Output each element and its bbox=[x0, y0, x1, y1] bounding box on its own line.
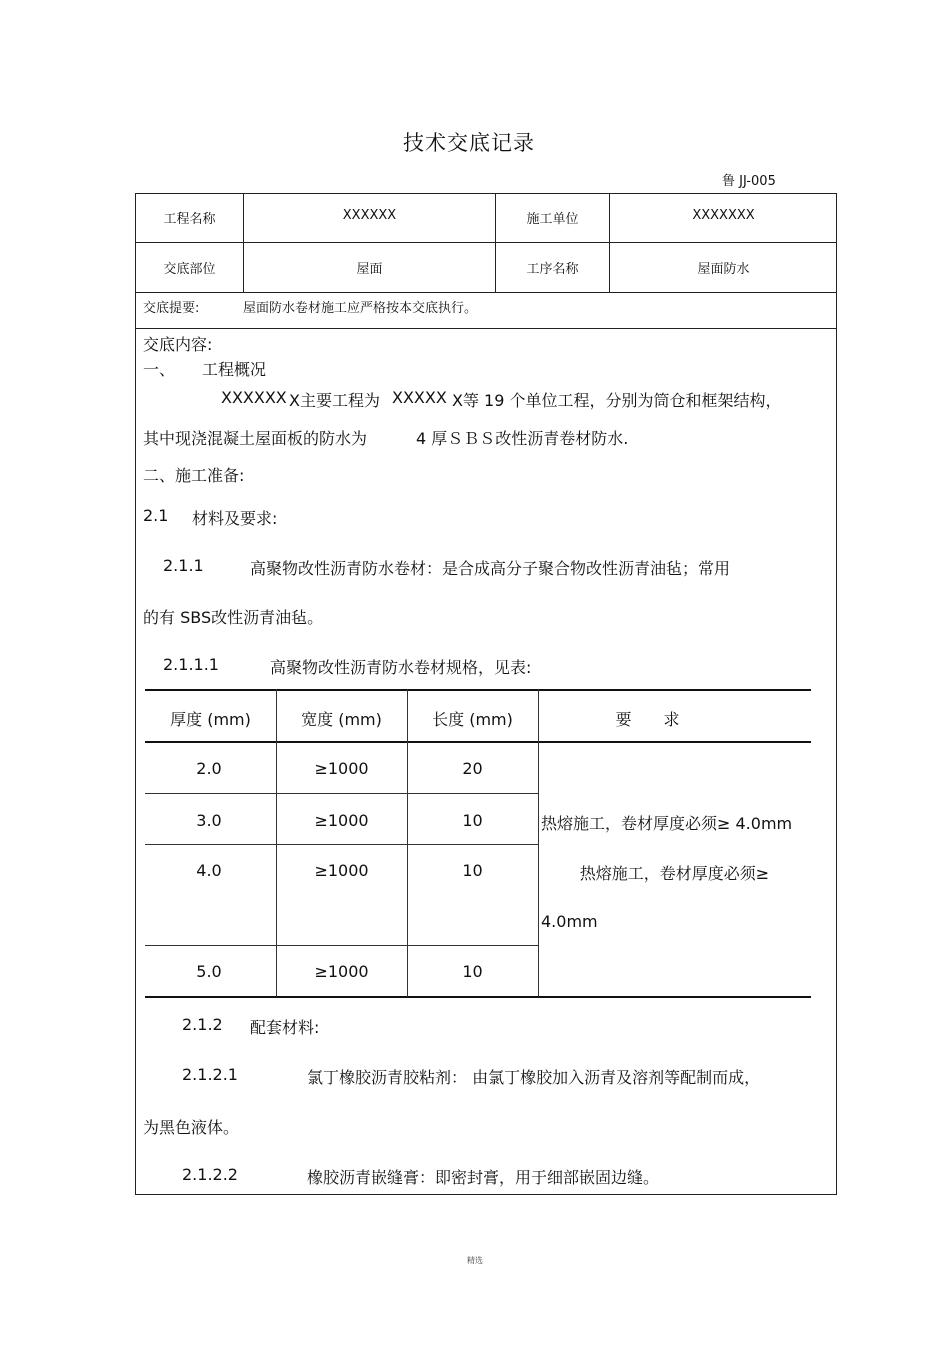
project-name-label: 工程名称 bbox=[163, 212, 216, 227]
section-1-title: 工程概况 bbox=[202, 360, 267, 379]
overview-text: 其中现浇混凝土屋面板的防水为 bbox=[143, 429, 368, 448]
header-row-divider bbox=[135, 292, 837, 293]
table-header-width: 宽度 (mm) bbox=[301, 710, 382, 729]
section-2-1-2-1-text: 为黑色液体。 bbox=[143, 1118, 240, 1137]
table-header-requirement: 要 求 bbox=[615, 710, 680, 729]
table-col-divider bbox=[276, 689, 277, 997]
table-cell: 5.0 bbox=[196, 962, 222, 981]
section-2-1-title: 材料及要求: bbox=[192, 509, 278, 528]
section-2-1-2-number: 2.1.2 bbox=[182, 1015, 223, 1034]
table-header-length: 长度 (mm) bbox=[432, 710, 513, 729]
table-col-divider bbox=[407, 689, 408, 997]
contractor-label: 施工单位 bbox=[526, 212, 579, 227]
table-cell: 2.0 bbox=[196, 759, 222, 778]
section-2-1-2-title: 配套材料: bbox=[250, 1018, 320, 1037]
requirement-text: 热熔施工，卷材厚度必须≥ 4.0mm bbox=[541, 814, 793, 833]
page-footer: 精选 bbox=[467, 1256, 483, 1265]
table-rule bbox=[145, 945, 538, 946]
summary-value: 屋面防水卷材施工应严格按本交底执行。 bbox=[243, 301, 478, 316]
section-2-1-1-1-number: 2.1.1.1 bbox=[163, 655, 219, 674]
form-code: 鲁 JJ-005 bbox=[722, 174, 776, 189]
spec-table bbox=[145, 689, 811, 998]
overview-text: X主要工程为 bbox=[289, 391, 380, 410]
table-cell: 20 bbox=[462, 759, 483, 778]
project-name-value: XXXXXX bbox=[342, 208, 397, 223]
requirement-text: 4.0mm bbox=[541, 912, 598, 931]
overview-text: XXXXXX bbox=[221, 388, 287, 407]
table-rule bbox=[145, 741, 811, 743]
table-cell: ≥1000 bbox=[314, 759, 369, 778]
process-label: 工序名称 bbox=[526, 262, 579, 277]
section-1-number: 一、 bbox=[143, 360, 176, 379]
section-2-1-1-text: 高聚物改性沥青防水卷材：是合成高分子聚合物改性沥青油毡；常用 bbox=[250, 559, 731, 578]
overview-text: 4 厚ＳＢＳ改性沥青卷材防水. bbox=[416, 429, 629, 448]
section-2-1-1-number: 2.1.1 bbox=[163, 556, 204, 575]
table-header-thickness: 厚度 (mm) bbox=[170, 710, 251, 729]
section-2-1-number: 2.1 bbox=[143, 506, 169, 525]
process-value: 屋面防水 bbox=[697, 262, 750, 277]
table-cell: ≥1000 bbox=[314, 861, 369, 880]
section-2-1-2-1-text: 氯丁橡胶沥青胶粘剂： 由氯丁橡胶加入沥青及溶剂等配制而成， bbox=[307, 1068, 761, 1087]
header-row-divider bbox=[135, 242, 837, 243]
table-cell: 10 bbox=[462, 962, 483, 981]
contractor-value: XXXXXXX bbox=[692, 208, 755, 223]
section-2-heading: 二、施工准备: bbox=[143, 466, 245, 485]
table-cell: ≥1000 bbox=[314, 811, 369, 830]
location-value: 屋面 bbox=[356, 262, 383, 277]
table-rule bbox=[145, 844, 538, 845]
section-2-1-2-1-number: 2.1.2.1 bbox=[182, 1065, 238, 1084]
section-2-1-2-2-number: 2.1.2.2 bbox=[182, 1165, 238, 1184]
content-label: 交底内容: bbox=[143, 335, 213, 354]
table-rule bbox=[145, 793, 538, 794]
table-cell: ≥1000 bbox=[314, 962, 369, 981]
overview-text: XXXXX bbox=[392, 388, 447, 407]
section-2-1-1-1-text: 高聚物改性沥青防水卷材规格，见表: bbox=[270, 658, 532, 677]
location-label: 交底部位 bbox=[163, 262, 216, 277]
table-rule bbox=[145, 996, 811, 998]
overview-text: X等 19 个单位工程，分别为筒仓和框架结构， bbox=[452, 391, 782, 410]
table-cell: 10 bbox=[462, 861, 483, 880]
table-rule bbox=[145, 689, 811, 691]
requirement-text: 热熔施工，卷材厚度必须≥ bbox=[579, 864, 770, 883]
header-row-divider bbox=[135, 328, 837, 329]
summary-label: 交底提要: bbox=[143, 301, 200, 316]
section-2-1-2-2-text: 橡胶沥青嵌缝膏：即密封膏，用于细部嵌固边缝。 bbox=[307, 1168, 660, 1187]
table-cell: 3.0 bbox=[196, 811, 222, 830]
document-title: 技术交底记录 bbox=[403, 131, 535, 155]
section-2-1-1-text: 的有 SBS改性沥青油毡。 bbox=[143, 608, 324, 627]
table-cell: 10 bbox=[462, 811, 483, 830]
table-col-divider bbox=[538, 689, 539, 997]
table-cell: 4.0 bbox=[196, 861, 222, 880]
